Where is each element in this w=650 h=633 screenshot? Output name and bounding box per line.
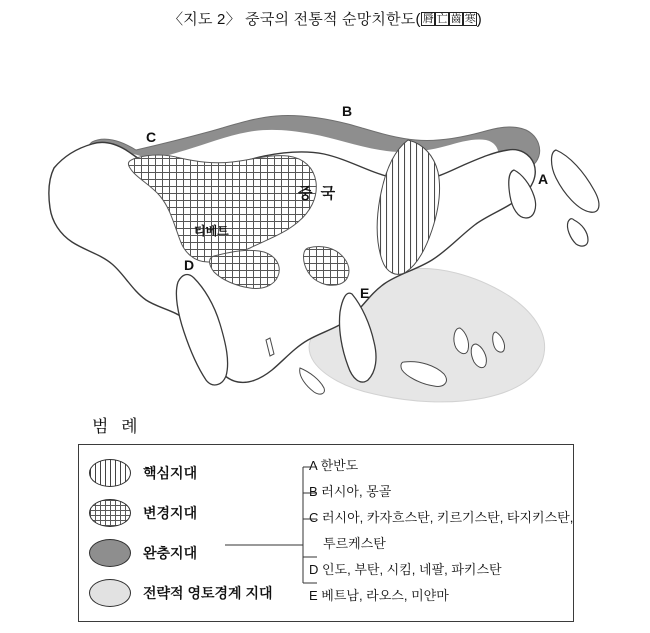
map-label-zone-c: C — [146, 129, 157, 145]
map-label-zone-a: A — [538, 171, 549, 187]
legend-label-buffer: 완충지대 — [143, 545, 198, 561]
map-label-zone-b: B — [342, 103, 353, 119]
swatch-buffer-icon — [89, 539, 131, 567]
hanja-box-4: 寒 — [464, 13, 475, 25]
legend-label-fringe: 변경지대 — [143, 505, 198, 521]
legend-box — [78, 444, 574, 622]
legend-zone-list — [309, 457, 574, 613]
legend-label-core: 핵심지대 — [143, 465, 198, 481]
map-canvas — [8, 32, 642, 404]
figure-title-suffix: ) — [476, 11, 482, 28]
hanja-box-1: 脣 — [422, 13, 433, 25]
swatch-fringe-icon — [89, 499, 131, 527]
map-label-zone-e: E — [360, 285, 370, 301]
legend-title: 범 례 — [92, 417, 142, 436]
legend-row-fringe — [89, 493, 279, 533]
legend-item-d: D 인도, 부탄, 시킴, 네팔, 파키스탄 — [309, 562, 502, 577]
legend-row-buffer — [89, 533, 279, 573]
map-label-zone-d: D — [184, 257, 195, 273]
figure-title-text: 〈지도 2〉 중국의 전통적 순망치한도( — [168, 11, 421, 28]
figure-title — [0, 8, 650, 29]
legend-row-core — [89, 453, 279, 493]
legend-item-c-cont: 투르케스탄 — [323, 536, 386, 551]
legend-item-e: E 베트남, 라오스, 미얀마 — [309, 588, 449, 603]
legend-label-strategic: 전략적 영토경계 지대 — [143, 585, 273, 601]
legend-item-c: C 러시아, 카자흐스탄, 키르기스탄, 타지키스탄, — [309, 510, 574, 525]
map-svg — [8, 32, 642, 404]
swatch-core-icon — [89, 459, 131, 487]
map-label-china: 중 국 — [298, 185, 338, 202]
legend-row-strategic — [89, 573, 279, 613]
hanja-box-2: 亡 — [436, 13, 447, 25]
figure-title-hanja-boxes — [421, 11, 477, 28]
legend-item-b: B 러시아, 몽골 — [309, 484, 392, 499]
map-label-tibet: 티베트 — [194, 224, 229, 238]
legend-categories — [89, 453, 279, 613]
legend-item-a: A 한반도 — [309, 458, 359, 473]
hanja-box-3: 齒 — [450, 13, 461, 25]
swatch-strategic-icon — [89, 579, 131, 607]
